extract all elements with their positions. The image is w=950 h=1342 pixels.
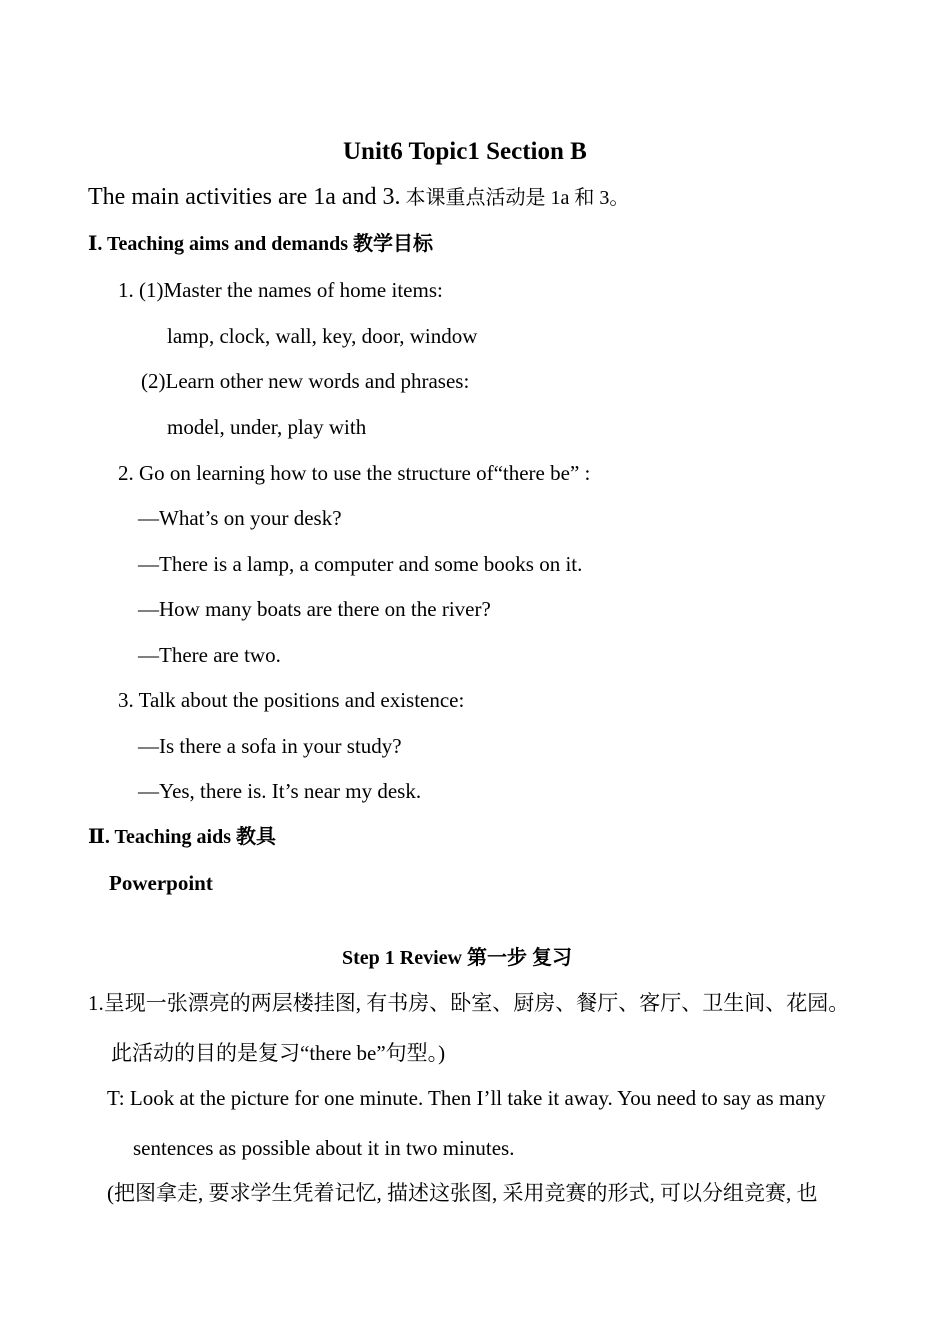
dialog-line: —Yes, there is. It’s near my desk. [138,779,422,803]
step-paragraph-cont: 此活动的目的是复习“there be”句型。) [111,1041,446,1065]
teaching-aid: Powerpoint [109,871,213,895]
dialog-line: —There are two. [138,643,281,667]
aim-item-1-1: 1. (1)Master the names of home items: [118,278,443,302]
section-heading-aims: Ⅰ. Teaching aims and demands 教学目标 [88,233,433,255]
intro-line [88,182,629,213]
page-title: Unit6 Topic1 Section B [343,138,587,165]
step-heading: Step 1 Review 第一步 复习 [342,947,572,969]
section-heading-aids: Ⅱ. Teaching aids 教具 [88,826,277,848]
teacher-instruction-cont: sentences as possible about it in two minutes. [133,1136,515,1160]
dialog-line: —Is there a sofa in your study? [138,734,402,758]
aim-item-1-2-words: model, under, play with [167,415,367,439]
aim-item-1-1-words: lamp, clock, wall, key, door, window [167,324,478,348]
intro-chinese: 本课重点活动是 1a 和 3。 [400,187,630,209]
aim-item-3: 3. Talk about the positions and existence: [118,688,465,712]
intro-english: The main activities are 1a and 3. [88,184,401,210]
aim-item-2: 2. Go on learning how to use the structure of“there be” : [118,461,591,485]
dialog-line: —How many boats are there on the river? [138,597,491,621]
dialog-line: —What’s on your desk? [138,506,342,530]
teacher-instruction: T: Look at the picture for one minute. Then I’ll take it away. You need to say as many [107,1086,826,1110]
aim-item-1-2: (2)Learn other new words and phrases: [141,369,470,393]
activity-note: (把图拿走, 要求学生凭着记忆, 描述这张图, 采用竞赛的形式, 可以分组竞赛, 也 [107,1181,818,1205]
dialog-line: —There is a lamp, a computer and some books on it. [138,552,583,576]
step-paragraph: 1.呈现一张漂亮的两层楼挂图, 有书房、卧室、厨房、餐厅、客厅、卫生间、花园。 [88,991,850,1015]
